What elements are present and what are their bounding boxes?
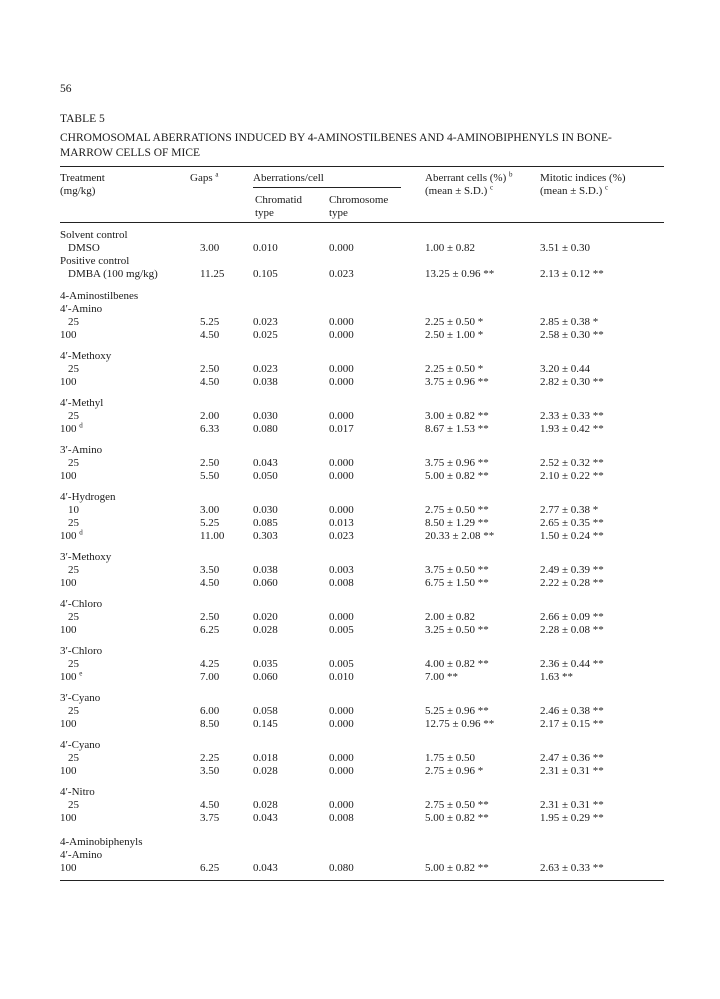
cell-g: 3.00 (200, 504, 220, 516)
table-label: TABLE 5 (60, 113, 105, 125)
cell-cs: 0.008 (329, 577, 354, 589)
page-number: 56 (60, 83, 72, 95)
cell-g: 3.50 (200, 564, 220, 576)
cell-ab: 2.25 ± 0.50 * (425, 316, 484, 328)
cell-ct: 0.080 (253, 423, 278, 435)
cell-treatment: 25 (68, 564, 79, 576)
cell-mi: 2.52 ± 0.32 ** (540, 457, 604, 469)
cell-g: 11.25 (200, 268, 225, 280)
cell-treatment: 100 (60, 329, 77, 341)
cell-treatment: 25 (68, 410, 79, 422)
cell-g: 8.50 (200, 718, 220, 730)
cell-treatment: 25 (68, 316, 79, 328)
cell-g: 7.00 (200, 671, 220, 683)
cell-mi: 2.77 ± 0.38 * (540, 504, 599, 516)
cell-g: 2.50 (200, 363, 220, 375)
header-chromosome-type: type (329, 207, 348, 219)
cell-ab: 2.75 ± 0.50 ** (425, 504, 489, 516)
cell-treatment: 4′-Hydrogen (60, 491, 116, 503)
cell-treatment: 25 (68, 705, 79, 717)
cell-cs: 0.023 (329, 268, 354, 280)
cell-treatment: 100 (60, 862, 77, 874)
cell-ct: 0.035 (253, 658, 278, 670)
cell-mi: 2.82 ± 0.30 ** (540, 376, 604, 388)
cell-mi: 2.63 ± 0.33 ** (540, 862, 604, 874)
cell-treatment: 25 (68, 799, 79, 811)
cell-treatment: 4-Aminobiphenyls (60, 836, 143, 848)
cell-ct: 0.060 (253, 577, 278, 589)
cell-treatment: 25 (68, 517, 79, 529)
cell-treatment: 3′-Amino (60, 444, 103, 456)
cell-g: 5.50 (200, 470, 220, 482)
cell-ab: 5.25 ± 0.96 ** (425, 705, 489, 717)
cell-mi: 2.33 ± 0.33 ** (540, 410, 604, 422)
header-gaps: Gaps $^a$ (190, 170, 219, 184)
cell-g: 2.00 (200, 410, 220, 422)
cell-treatment: 100 (60, 718, 77, 730)
cell-mi: 2.31 ± 0.31 ** (540, 799, 604, 811)
cell-ab: 2.75 ± 0.50 ** (425, 799, 489, 811)
cell-treatment: 100 (60, 577, 77, 589)
cell-cs: 0.010 (329, 671, 354, 683)
table-header-rule (60, 222, 664, 223)
cell-mi: 2.47 ± 0.36 ** (540, 752, 604, 764)
table-bottom-rule (60, 880, 664, 881)
cell-cs: 0.005 (329, 658, 354, 670)
cell-treatment: 100 (60, 624, 77, 636)
cell-ab: 3.75 ± 0.50 ** (425, 564, 489, 576)
cell-ab: 2.00 ± 0.82 (425, 611, 476, 623)
cell-mi: 2.28 ± 0.08 ** (540, 624, 604, 636)
cell-treatment: 25 (68, 457, 79, 469)
cell-mi: 1.50 ± 0.24 ** (540, 530, 604, 542)
cell-cs: 0.080 (329, 862, 354, 874)
cell-mi: 1.95 ± 0.29 ** (540, 812, 604, 824)
cell-ab: 1.75 ± 0.50 (425, 752, 476, 764)
cell-mi: 3.20 ± 0.44 (540, 363, 591, 375)
cell-treatment: Positive control (60, 255, 130, 267)
cell-ct: 0.145 (253, 718, 278, 730)
header-treatment: Treatment (60, 172, 105, 184)
cell-cs: 0.000 (329, 470, 354, 482)
cell-g: 2.50 (200, 611, 220, 623)
cell-treatment: 100 (60, 812, 77, 824)
cell-ab: 5.00 ± 0.82 ** (425, 812, 489, 824)
cell-ab: 8.67 ± 1.53 ** (425, 423, 489, 435)
cell-treatment: 3′-Chloro (60, 645, 103, 657)
cell-treatment: 4′-Chloro (60, 598, 103, 610)
cell-ct: 0.105 (253, 268, 278, 280)
cell-ab: 1.00 ± 0.82 (425, 242, 476, 254)
cell-ab: 2.75 ± 0.96 * (425, 765, 484, 777)
cell-g: 11.00 (200, 530, 225, 542)
cell-ab: 3.25 ± 0.50 ** (425, 624, 489, 636)
cell-ct: 0.028 (253, 624, 278, 636)
cell-cs: 0.000 (329, 752, 354, 764)
header-aberrant-sub: (mean ± S.D.) $^c$ (425, 183, 494, 197)
cell-mi: 3.51 ± 0.30 (540, 242, 591, 254)
cell-g: 4.25 (200, 658, 220, 670)
cell-ab: 3.75 ± 0.96 ** (425, 457, 489, 469)
cell-ct: 0.050 (253, 470, 278, 482)
cell-mi: 2.85 ± 0.38 * (540, 316, 599, 328)
header-aberrations: Aberrations/cell (253, 172, 324, 184)
cell-treatment: 100 $^d$ (60, 421, 83, 435)
cell-g: 6.25 (200, 624, 220, 636)
cell-ct: 0.023 (253, 363, 278, 375)
cell-ab: 3.75 ± 0.96 ** (425, 376, 489, 388)
cell-g: 4.50 (200, 376, 220, 388)
cell-treatment: 4′-Nitro (60, 786, 95, 798)
cell-g: 4.50 (200, 799, 220, 811)
cell-cs: 0.000 (329, 705, 354, 717)
cell-treatment: 100 $^e$ (60, 669, 83, 683)
cell-treatment: 4′-Cyano (60, 739, 101, 751)
cell-treatment: 4′-Methyl (60, 397, 104, 409)
cell-treatment: DMSO (68, 242, 100, 254)
aberrations-rule (253, 187, 401, 188)
cell-ct: 0.043 (253, 457, 278, 469)
header-treatment-unit: (mg/kg) (60, 185, 96, 197)
cell-ct: 0.038 (253, 376, 278, 388)
cell-cs: 0.000 (329, 410, 354, 422)
cell-treatment: 25 (68, 363, 79, 375)
cell-mi: 2.66 ± 0.09 ** (540, 611, 604, 623)
cell-g: 6.00 (200, 705, 220, 717)
cell-cs: 0.000 (329, 457, 354, 469)
cell-ct: 0.023 (253, 316, 278, 328)
cell-mi: 2.17 ± 0.15 ** (540, 718, 604, 730)
cell-mi: 2.46 ± 0.38 ** (540, 705, 604, 717)
cell-cs: 0.000 (329, 363, 354, 375)
cell-mi: 2.22 ± 0.28 ** (540, 577, 604, 589)
cell-g: 3.75 (200, 812, 220, 824)
cell-ab: 3.00 ± 0.82 ** (425, 410, 489, 422)
cell-treatment: 25 (68, 658, 79, 670)
cell-ct: 0.085 (253, 517, 278, 529)
cell-treatment: 4′-Amino (60, 303, 103, 315)
cell-cs: 0.005 (329, 624, 354, 636)
cell-ct: 0.025 (253, 329, 278, 341)
cell-g: 5.25 (200, 316, 220, 328)
cell-ab: 2.50 ± 1.00 * (425, 329, 484, 341)
cell-ab: 6.75 ± 1.50 ** (425, 577, 489, 589)
cell-mi: 2.36 ± 0.44 ** (540, 658, 604, 670)
table-title: CHROMOSOMAL ABERRATIONS INDUCED BY 4-AMINOSTILBENES AND 4-AMINOBIPHENYLS IN BONE-MARROW CELLS OF MICE (60, 132, 612, 159)
cell-ab: 4.00 ± 0.82 ** (425, 658, 489, 670)
cell-treatment: 4′-Amino (60, 849, 103, 861)
cell-g: 4.50 (200, 329, 220, 341)
table-top-rule (60, 166, 664, 167)
cell-mi: 2.58 ± 0.30 ** (540, 329, 604, 341)
cell-g: 5.25 (200, 517, 220, 529)
cell-g: 3.50 (200, 765, 220, 777)
cell-ct: 0.010 (253, 242, 278, 254)
cell-mi: 1.93 ± 0.42 ** (540, 423, 604, 435)
cell-g: 2.25 (200, 752, 220, 764)
cell-cs: 0.000 (329, 316, 354, 328)
cell-cs: 0.003 (329, 564, 354, 576)
cell-treatment: 3′-Cyano (60, 692, 101, 704)
cell-mi: 2.65 ± 0.35 ** (540, 517, 604, 529)
cell-cs: 0.000 (329, 376, 354, 388)
cell-ab: 5.00 ± 0.82 ** (425, 470, 489, 482)
cell-ct: 0.060 (253, 671, 278, 683)
cell-ct: 0.303 (253, 530, 278, 542)
cell-treatment: 4-Aminostilbenes (60, 290, 139, 302)
cell-g: 2.50 (200, 457, 220, 469)
cell-mi: 2.13 ± 0.12 ** (540, 268, 604, 280)
cell-cs: 0.000 (329, 765, 354, 777)
cell-g: 6.33 (200, 423, 220, 435)
cell-treatment: Solvent control (60, 229, 128, 241)
cell-g: 4.50 (200, 577, 220, 589)
cell-ct: 0.028 (253, 799, 278, 811)
cell-ab: 13.25 ± 0.96 ** (425, 268, 495, 280)
cell-ab: 12.75 ± 0.96 ** (425, 718, 495, 730)
cell-treatment: 100 (60, 470, 77, 482)
cell-g: 3.00 (200, 242, 220, 254)
cell-treatment: 100 $^d$ (60, 528, 83, 542)
cell-ct: 0.018 (253, 752, 278, 764)
cell-mi: 2.31 ± 0.31 ** (540, 765, 604, 777)
cell-ct: 0.028 (253, 765, 278, 777)
header-mitotic-sub: (mean ± S.D.) $^c$ (540, 183, 609, 197)
header-aberrant: Aberrant cells (%) $^b$ (425, 170, 513, 184)
cell-treatment: 25 (68, 611, 79, 623)
cell-treatment: 10 (68, 504, 79, 516)
cell-cs: 0.023 (329, 530, 354, 542)
cell-treatment: 25 (68, 752, 79, 764)
cell-ct: 0.030 (253, 504, 278, 516)
header-mitotic: Mitotic indices (%) (540, 172, 626, 184)
cell-ab: 2.25 ± 0.50 * (425, 363, 484, 375)
cell-ab: 5.00 ± 0.82 ** (425, 862, 489, 874)
cell-cs: 0.000 (329, 504, 354, 516)
cell-ct: 0.043 (253, 862, 278, 874)
cell-ct: 0.038 (253, 564, 278, 576)
cell-ct: 0.030 (253, 410, 278, 422)
cell-cs: 0.000 (329, 718, 354, 730)
cell-treatment: 100 (60, 765, 77, 777)
cell-g: 6.25 (200, 862, 220, 874)
cell-cs: 0.000 (329, 799, 354, 811)
cell-ab: 20.33 ± 2.08 ** (425, 530, 495, 542)
cell-mi: 1.63 ** (540, 671, 573, 683)
cell-ab: 8.50 ± 1.29 ** (425, 517, 489, 529)
cell-mi: 2.49 ± 0.39 ** (540, 564, 604, 576)
cell-cs: 0.008 (329, 812, 354, 824)
cell-ct: 0.043 (253, 812, 278, 824)
cell-treatment: 4′-Methoxy (60, 350, 112, 362)
cell-ab: 7.00 ** (425, 671, 458, 683)
cell-cs: 0.000 (329, 329, 354, 341)
cell-treatment: DMBA (100 mg/kg) (68, 268, 158, 280)
cell-cs: 0.000 (329, 611, 354, 623)
header-chromosome: Chromosome (329, 194, 389, 206)
cell-cs: 0.013 (329, 517, 354, 529)
cell-ct: 0.020 (253, 611, 278, 623)
header-chromatid-type: type (255, 207, 274, 219)
cell-ct: 0.058 (253, 705, 278, 717)
cell-treatment: 100 (60, 376, 77, 388)
cell-cs: 0.017 (329, 423, 354, 435)
cell-treatment: 3′-Methoxy (60, 551, 112, 563)
header-chromatid: Chromatid (255, 194, 303, 206)
cell-mi: 2.10 ± 0.22 ** (540, 470, 604, 482)
cell-cs: 0.000 (329, 242, 354, 254)
